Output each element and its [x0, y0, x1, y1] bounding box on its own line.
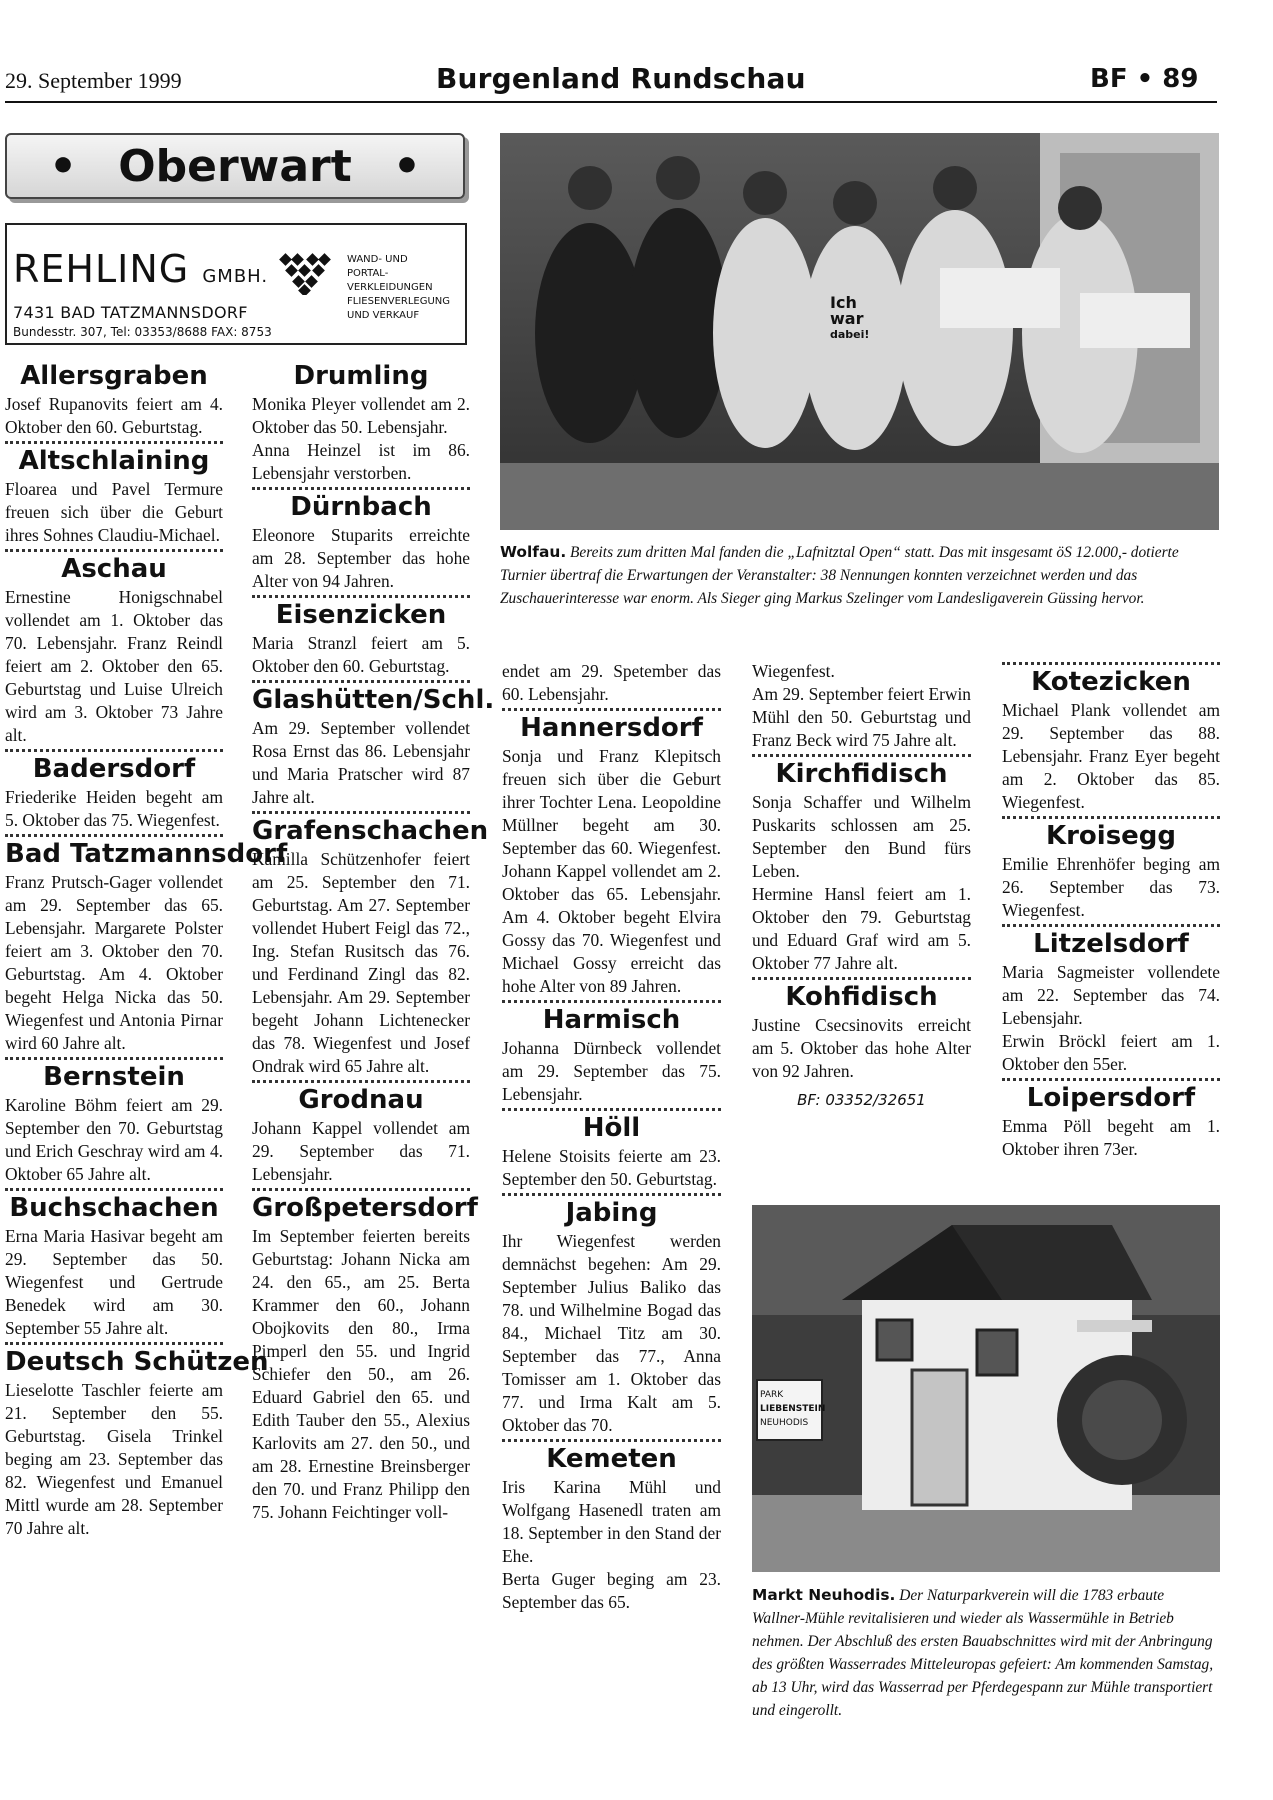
notice-text: Eleonore Stuparits erreichte am 28. September das hohe Alter von 94 Jahren. — [252, 525, 470, 591]
newspaper-title: Burgenland Rundschau — [436, 62, 806, 95]
place-heading: Kemeten — [546, 1444, 677, 1474]
notice-text: Erwin Bröckl feiert am 1. Oktober den 55er. — [1002, 1031, 1220, 1074]
banner-dot-right: • — [392, 140, 421, 192]
ad-service-line: FLIESENVERLEGUNG — [347, 296, 451, 307]
divider — [252, 680, 470, 683]
notice-grosspetersdorf — [252, 1192, 478, 1524]
column-4 — [752, 660, 971, 1109]
place-heading: Höll — [582, 1113, 641, 1143]
notice-text: Johanna Dürnbeck vollendet am 29. September das 75. Lebensjahr. — [502, 1038, 721, 1104]
notice-text: Justine Csecsinovits erreicht am 5. Oktober das hohe Alter von 92 Jahren. — [752, 1015, 971, 1081]
notice-text: Michael Plank vollendet am 29. September das 88. Lebensjahr. Franz Eyer begeht am 2. Oktober das 85. Wiegenfest. — [1002, 700, 1220, 812]
caption-text: Bereits zum dritten Mal fanden die „Lafnitztal Open“ statt. Das mit insgesamt öS 12.000,- dotierte Turnier übertraf die Erwartungen der Veranstalter: 38 Nennungen konnten verzeichnet werden und das Zuschauerinteresse war enorm. Als Sieger ging Markus Szelinger vom Landesligaverein Güssing hervor. — [500, 544, 1179, 607]
place-heading: Bad Tatzmannsdorf — [5, 839, 288, 869]
place-heading: Kirchfidisch — [775, 759, 948, 789]
place-heading: Allersgraben — [20, 361, 208, 391]
notice-litzelsdorf — [1002, 928, 1220, 1076]
notice-text: Friederike Heiden begeht am 5. Oktober das 75. Wiegenfest. — [5, 787, 223, 830]
page-number: BF • 89 — [1090, 64, 1199, 94]
notice-text: Franz Prutsch-Gager vollendet am 29. September das 65. Lebensjahr. Margarete Polster feiert am 3. Oktober den 70. Geburtstag. Am 4. Oktober begeht Helga Nicka das 50. Wiegenfest und Antonia Pirnar wird 60 Jahre alt. — [5, 872, 223, 1053]
place-heading: Litzelsdorf — [1033, 929, 1189, 959]
notice-text: Maria Stranzl feiert am 5. Oktober den 60. Geburtstag. — [252, 633, 470, 676]
sign-text: PARK LIEBENSTEIN NEUHODIS — [760, 1390, 826, 1428]
place-heading: Jabing — [565, 1198, 658, 1228]
notice-text: Im September feierten bereits Geburtstag: Johann Nicka am 24. den 65., am 25. Berta Krammer den 60., Johann Obojkovits den 80., Irma Pimperl den 55. und Ingrid Schiefer den 50., am 26. Eduard Gabriel den 65. und Edith Tauber den 55., Alexius Karlovits am 27. den 50., und am 28. Ernestine Breinsberger den 70. und Franz Philipp den 75. Johann Feichtinger voll- — [252, 1226, 470, 1522]
lafnitztal-open-photo — [500, 133, 1219, 530]
notice-text: Maria Sagmeister vollendete am 22. September das 74. Lebensjahr. — [1002, 962, 1220, 1028]
ad-service-line: WAND- UND — [347, 254, 408, 265]
ad-service-line: UND VERKAUF — [347, 310, 420, 321]
photo1-caption — [500, 541, 1219, 610]
place-heading: Kohfidisch — [785, 982, 938, 1012]
column-1 — [5, 360, 288, 1542]
notice-text: Am 29. September feiert Erwin Mühl den 50. Geburtstag und Franz Beck wird 75 Jahre alt. — [752, 684, 971, 750]
divider — [5, 549, 223, 552]
place-heading: Aschau — [61, 554, 167, 584]
place-heading: Großpetersdorf — [252, 1193, 478, 1223]
banner-title: Oberwart — [118, 140, 352, 192]
notice-bernstein — [5, 1061, 223, 1186]
notice-glashuetten — [252, 684, 495, 809]
notice-text: Floarea und Pavel Termure freuen sich über die Geburt ihres Sohnes Claudiu-Michael. — [5, 479, 223, 545]
place-heading: Bernstein — [43, 1062, 185, 1092]
header-rule — [5, 101, 1217, 103]
place-heading: Badersdorf — [32, 754, 196, 784]
notice-jabing — [502, 1197, 721, 1437]
notice-aschau — [5, 553, 223, 747]
notice-text: Iris Karina Mühl und Wolfgang Hasenedl traten am 18. September in den Stand der Ehe. — [502, 1477, 721, 1566]
photo2-caption — [752, 1584, 1220, 1722]
notice-text: endet am 29. Spetember das 60. Lebensjahr. — [502, 661, 721, 704]
notice-kemeten — [502, 1443, 721, 1614]
notice-grodnau — [252, 1084, 470, 1186]
notice-text: Monika Pleyer vollendet am 2. Oktober das 50. Lebensjahr. — [252, 394, 470, 437]
notice-continued — [502, 660, 721, 706]
place-heading: Grafenschachen — [252, 816, 489, 846]
notice-kroisegg — [1002, 820, 1220, 922]
notice-eisenzicken — [252, 599, 470, 678]
tile-logo-icon — [277, 251, 333, 295]
notice-hoell — [502, 1112, 721, 1191]
divider — [502, 1000, 721, 1003]
ad-name-suffix: GMBH. — [202, 266, 269, 287]
divider — [502, 1193, 721, 1196]
caption-text: Der Naturparkverein will die 1783 erbaute Wallner-Mühle revitalisieren und wieder als Wassermühle in Betrieb nehmen. Der Abschluß des ersten Bauabschnittes wird mit der Anbringung des größten Wasserrades Mitteleuropas gefeiert: Am kommenden Samstag, ab 13 Uhr, wird das Wasserrad per Pferdegespann zur Mühle transportiert und eingerollt. — [752, 1587, 1214, 1719]
place-heading: Glashütten/Schl. — [252, 685, 495, 715]
divider — [1002, 1078, 1220, 1081]
winners-photo-image — [500, 133, 1219, 530]
notice-text: Emilie Ehrenhöfer beging am 26. September das 73. Wiegenfest. — [1002, 854, 1220, 920]
place-heading: Kroisegg — [1045, 821, 1177, 851]
notice-grafenschachen — [252, 815, 489, 1078]
caption-location: Wolfau. — [500, 543, 567, 561]
place-heading: Drumling — [293, 361, 429, 391]
notice-text: Hermine Hansl feiert am 1. Oktober den 79. Geburtstag und Eduard Graf wird am 5. Oktober 77 Jahre alt. — [752, 884, 971, 973]
notice-text: Anna Heinzel ist im 86. Lebensjahr verstorben. — [252, 440, 470, 483]
divider — [5, 749, 223, 752]
notice-text: Ihr Wiegenfest werden demnächst begehen: Am 29. September Julius Baliko das 78. und Wilhelmine Bogad das 84., Michael Titz am 30. September das 77., Anna Tomisser am 1. Oktober das 77. und Irma Kalt am 5. Oktober das 70. — [502, 1231, 721, 1435]
shirt-text: Ich war dabei! — [830, 293, 870, 341]
divider — [502, 1439, 721, 1442]
notice-kohfidisch — [752, 981, 971, 1083]
place-heading: Hannersdorf — [520, 713, 703, 743]
notice-bad-tatzmannsdorf — [5, 838, 288, 1055]
notice-text: Wiegenfest. — [752, 661, 835, 681]
divider — [1002, 662, 1220, 665]
place-heading: Eisenzicken — [275, 600, 447, 630]
column-2 — [252, 360, 495, 1526]
notice-text: Karoline Böhm feiert am 29. September den 70. Geburtstag und Erich Geschray wird am 4. Oktober 65 Jahre alt. — [5, 1095, 223, 1184]
issue-date: 29. September 1999 — [5, 68, 182, 93]
column-3 — [502, 660, 721, 1616]
divider — [5, 1188, 223, 1191]
notice-badersdorf — [5, 753, 223, 832]
divider — [252, 811, 470, 814]
divider — [252, 1188, 470, 1191]
rehling-advertisement — [5, 223, 467, 345]
notice-text: Helene Stoisits feierte am 23. September den 50. Geburtstag. — [502, 1146, 721, 1189]
notice-drumling — [252, 360, 470, 485]
divider — [502, 1108, 721, 1111]
ad-name-text: REHLING — [13, 247, 190, 291]
ad-address: 7431 BAD TATZMANNSDORF — [13, 303, 248, 322]
notice-text: Erna Maria Hasivar begeht am 29. September das 50. Wiegenfest und Gertrude Benedek wird am 30. September 55 Jahre alt. — [5, 1226, 223, 1338]
notice-text: Sonja und Franz Klepitsch freuen sich über die Geburt ihrer Tochter Lena. Leopoldine Müllner begeht am 30. September das 60. Wiegenfest. Johann Kappel vollendet am 2. Oktober das 65. Lebensjahr. Am 4. Oktober begeht Elvira Gossy das 70. Wiegenfest und Michael Gossy erreicht das hohe Alter von 89 Jahren. — [502, 746, 721, 996]
divider — [252, 487, 470, 490]
place-heading: Deutsch Schützen — [5, 1347, 269, 1377]
notice-harmisch — [502, 1004, 721, 1106]
place-heading: Buchschachen — [9, 1193, 219, 1223]
notice-loipersdorf — [1002, 1082, 1220, 1161]
divider — [752, 977, 971, 980]
divider — [5, 1057, 223, 1060]
ad-services — [347, 253, 467, 323]
divider — [752, 754, 971, 757]
place-heading: Dürnbach — [290, 492, 432, 522]
divider — [5, 441, 223, 444]
bf-contact: BF: 03352/32651 — [797, 1091, 926, 1109]
divider — [502, 708, 721, 711]
notice-text: Ernestine Honigschnabel vollendet am 1. Oktober das 70. Lebensjahr. Franz Reindl feiert am 2. Oktober den 65. Geburtstag und Luise Ulreich wird am 3. Oktober 73 Jahre alt. — [5, 587, 223, 745]
notice-altschlaining — [5, 445, 223, 547]
notice-text: Johann Kappel vollendet am 29. September das 71. Lebensjahr. — [252, 1118, 470, 1184]
column-5 — [1002, 660, 1220, 1163]
notice-allersgraben — [5, 360, 223, 439]
notice-continued — [752, 660, 971, 752]
place-heading: Kotezicken — [1031, 667, 1191, 697]
notice-kotezicken — [1002, 666, 1220, 814]
divider — [5, 834, 223, 837]
notice-deutsch-schuetzen — [5, 1346, 269, 1540]
divider — [5, 1342, 223, 1345]
notice-text: Sonja Schaffer und Wilhelm Puskarits schlossen am 25. September den Bund fürs Leben. — [752, 792, 971, 881]
divider — [1002, 816, 1220, 819]
notice-duernbach — [252, 491, 470, 593]
notice-text: Am 29. September vollendet Rosa Ernst das 86. Lebensjahr und Maria Pratscher wird 87 Jahre alt. — [252, 718, 470, 807]
place-heading: Harmisch — [542, 1005, 681, 1035]
place-heading: Grodnau — [298, 1085, 424, 1115]
notice-text: Lieselotte Taschler feierte am 21. September den 55. Geburtstag. Gisela Trinkel beging am 23. September das 82. Wiegenfest und Emanuel Mittl wurde am 28. September 70 Jahre alt. — [5, 1380, 223, 1538]
ad-service-line: PORTAL- — [347, 268, 389, 279]
banner-dot-left: • — [49, 140, 78, 192]
ad-company-name — [13, 247, 268, 291]
notice-kirchfidisch — [752, 758, 971, 975]
notice-text: Emma Pöll begeht am 1. Oktober ihren 73er. — [1002, 1116, 1220, 1159]
divider — [252, 1080, 470, 1083]
mill-model-image — [752, 1205, 1220, 1572]
notice-buchschachen — [5, 1192, 223, 1340]
ad-street: Bundesstr. 307, Tel: 03353/8688 FAX: 8753 — [13, 325, 272, 339]
notice-text: Berta Guger beging am 23. September das 65. — [502, 1569, 721, 1612]
wallner-muehle-photo — [752, 1205, 1220, 1572]
notice-text: Kamilla Schützenhofer feiert am 25. September den 71. Geburtstag. Am 27. September vollendet Hubert Feigl das 72., Ing. Stefan Rusitsch das 76. und Ferdinand Zingl das 82. Lebensjahr. Am 29. September begeht Johann Lichtenecker das 78. Wiegenfest und Josef Ondrak wird 65 Jahre alt. — [252, 849, 470, 1076]
place-heading: Loipersdorf — [1026, 1083, 1196, 1113]
divider — [1002, 924, 1220, 927]
caption-location: Markt Neuhodis. — [752, 1586, 896, 1604]
divider — [252, 595, 470, 598]
notice-hannersdorf — [502, 712, 721, 998]
place-heading: Altschlaining — [18, 446, 210, 476]
ad-service-line: VERKLEIDUNGEN — [347, 282, 433, 293]
notice-text: Josef Rupanovits feiert am 4. Oktober den 60. Geburtstag. — [5, 394, 223, 437]
region-banner — [5, 133, 465, 199]
